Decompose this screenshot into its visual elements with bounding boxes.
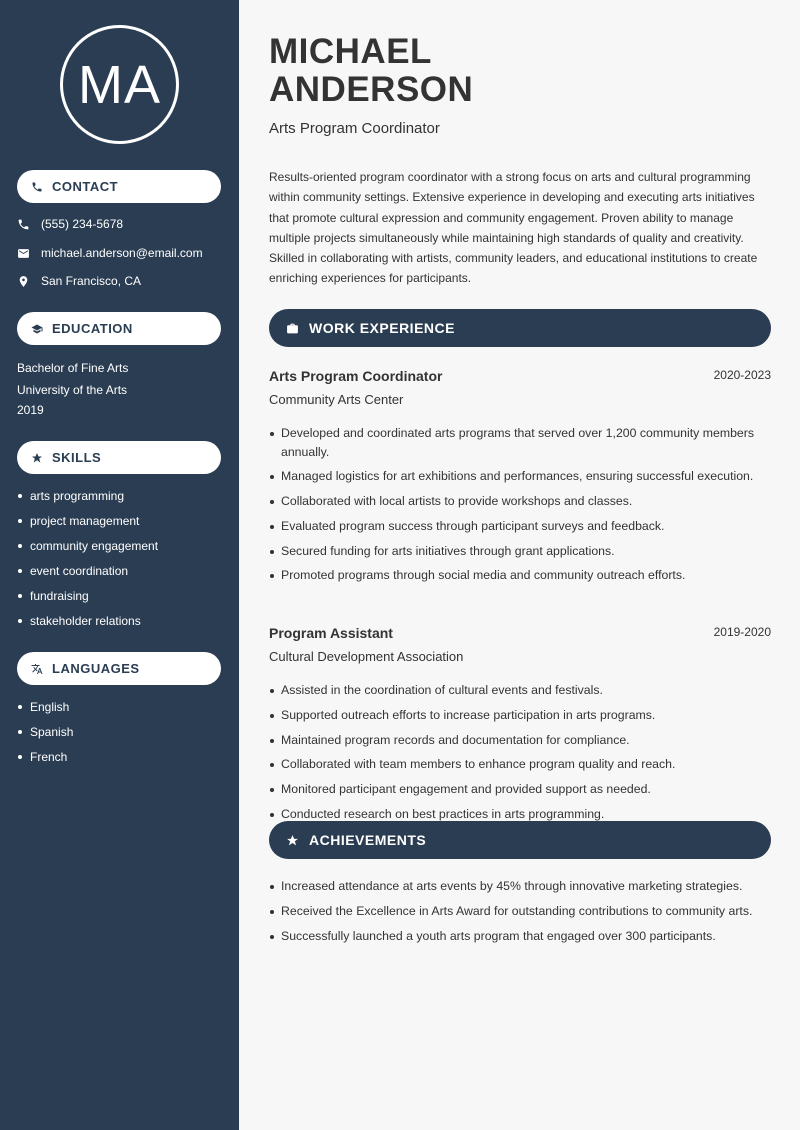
list-item: stakeholder relations <box>17 612 158 637</box>
summary: Results-oriented program coordinator with a strong focus on arts and cultural programming within community settings. Extensive experience in developing and executing arts initiatives that promote cultural expression and community engagement. Proven ability to manage multiple projects simultaneously while maintaining high standards of quality and creativity. Skilled in collaborating with artists, community leaders, and educational institutions to create enriching experiences for participants. <box>269 170 758 286</box>
job-2-title: Program Assistant <box>269 625 393 641</box>
list-item: event coordination <box>17 562 158 587</box>
star-icon <box>286 834 299 847</box>
list-item: arts programming <box>17 487 158 512</box>
contact-heading <box>17 170 221 203</box>
achievements-list <box>269 877 769 951</box>
list-item: Spanish <box>17 723 73 748</box>
contact-location <box>17 274 141 288</box>
list-item: Assisted in the coordination of cultural events and festivals. <box>269 681 769 700</box>
list-item: Evaluated program success through participant surveys and feedback. <box>269 517 769 536</box>
list-item: community engagement <box>17 537 158 562</box>
sidebar <box>0 0 239 1130</box>
list-item: English <box>17 698 73 723</box>
education-year: 2019 <box>17 403 44 417</box>
list-item: Successfully launched a youth arts program that engaged over 300 participants. <box>269 927 769 946</box>
education-heading <box>17 312 221 345</box>
job-1-organization: Community Arts Center <box>269 392 404 407</box>
skills-heading-label: SKILLS <box>52 450 102 465</box>
languages-list <box>17 698 73 773</box>
list-item: Collaborated with local artists to provide workshops and classes. <box>269 492 769 511</box>
list-item: Secured funding for arts initiatives through grant applications. <box>269 542 769 561</box>
list-item: Managed logistics for art exhibitions and performances, ensuring successful execution. <box>269 467 769 486</box>
phone-icon <box>31 181 43 193</box>
languages-heading <box>17 652 221 685</box>
candidate-name <box>269 33 473 109</box>
translate-icon <box>31 663 43 675</box>
list-item: project management <box>17 512 158 537</box>
email-text: michael.anderson@email.com <box>41 246 203 260</box>
skills-list <box>17 487 158 637</box>
list-item: Developed and coordinated arts programs that served over 1,200 community members annually. <box>269 424 769 461</box>
contact-email <box>17 246 203 260</box>
avatar: MA <box>60 25 179 144</box>
location-text: San Francisco, CA <box>41 274 142 288</box>
list-item: Collaborated with team members to enhance program quality and reach. <box>269 755 769 774</box>
email-icon <box>17 247 30 260</box>
name-line-2: ANDERSON <box>269 70 474 109</box>
contact-heading-label: CONTACT <box>52 179 119 194</box>
job-1-bullets <box>269 424 769 591</box>
job-2-dates: 2019-2020 <box>713 625 771 639</box>
phone-icon <box>17 218 30 231</box>
list-item: Promoted programs through social media and community outreach efforts. <box>269 566 769 585</box>
name-line-1: MICHAEL <box>269 32 432 71</box>
job-2-bullets <box>269 681 769 830</box>
skills-heading <box>17 441 221 474</box>
graduation-cap-icon <box>31 323 43 335</box>
list-item: Monitored participant engagement and provided support as needed. <box>269 780 769 799</box>
list-item: Supported outreach efforts to increase participation in arts programs. <box>269 706 769 725</box>
list-item: Received the Excellence in Arts Award for outstanding contributions to community arts. <box>269 902 769 921</box>
achievements-heading <box>269 821 771 859</box>
list-item: French <box>17 748 73 773</box>
work-experience-heading <box>269 309 771 347</box>
location-pin-icon <box>17 275 30 288</box>
star-icon <box>31 452 43 464</box>
education-school: University of the Arts <box>17 383 128 397</box>
job-1-title: Arts Program Coordinator <box>269 368 443 384</box>
list-item: Increased attendance at arts events by 45% through innovative marketing strategies. <box>269 877 769 896</box>
education-heading-label: EDUCATION <box>52 321 133 336</box>
list-item: fundraising <box>17 587 158 612</box>
work-experience-heading-label: WORK EXPERIENCE <box>309 320 455 336</box>
job-2-organization: Cultural Development Association <box>269 649 464 664</box>
education-degree: Bachelor of Fine Arts <box>17 361 129 375</box>
list-item: Maintained program records and documentation for compliance. <box>269 731 769 750</box>
list-item: Conducted research on best practices in arts programming. <box>269 805 769 824</box>
phone-text: (555) 234-5678 <box>41 217 124 231</box>
job-1-dates: 2020-2023 <box>713 368 771 382</box>
contact-phone <box>17 217 123 231</box>
achievements-heading-label: ACHIEVEMENTS <box>309 832 427 848</box>
languages-heading-label: LANGUAGES <box>52 661 140 676</box>
job-title-heading: Arts Program Coordinator <box>269 120 440 137</box>
briefcase-icon <box>286 322 299 335</box>
